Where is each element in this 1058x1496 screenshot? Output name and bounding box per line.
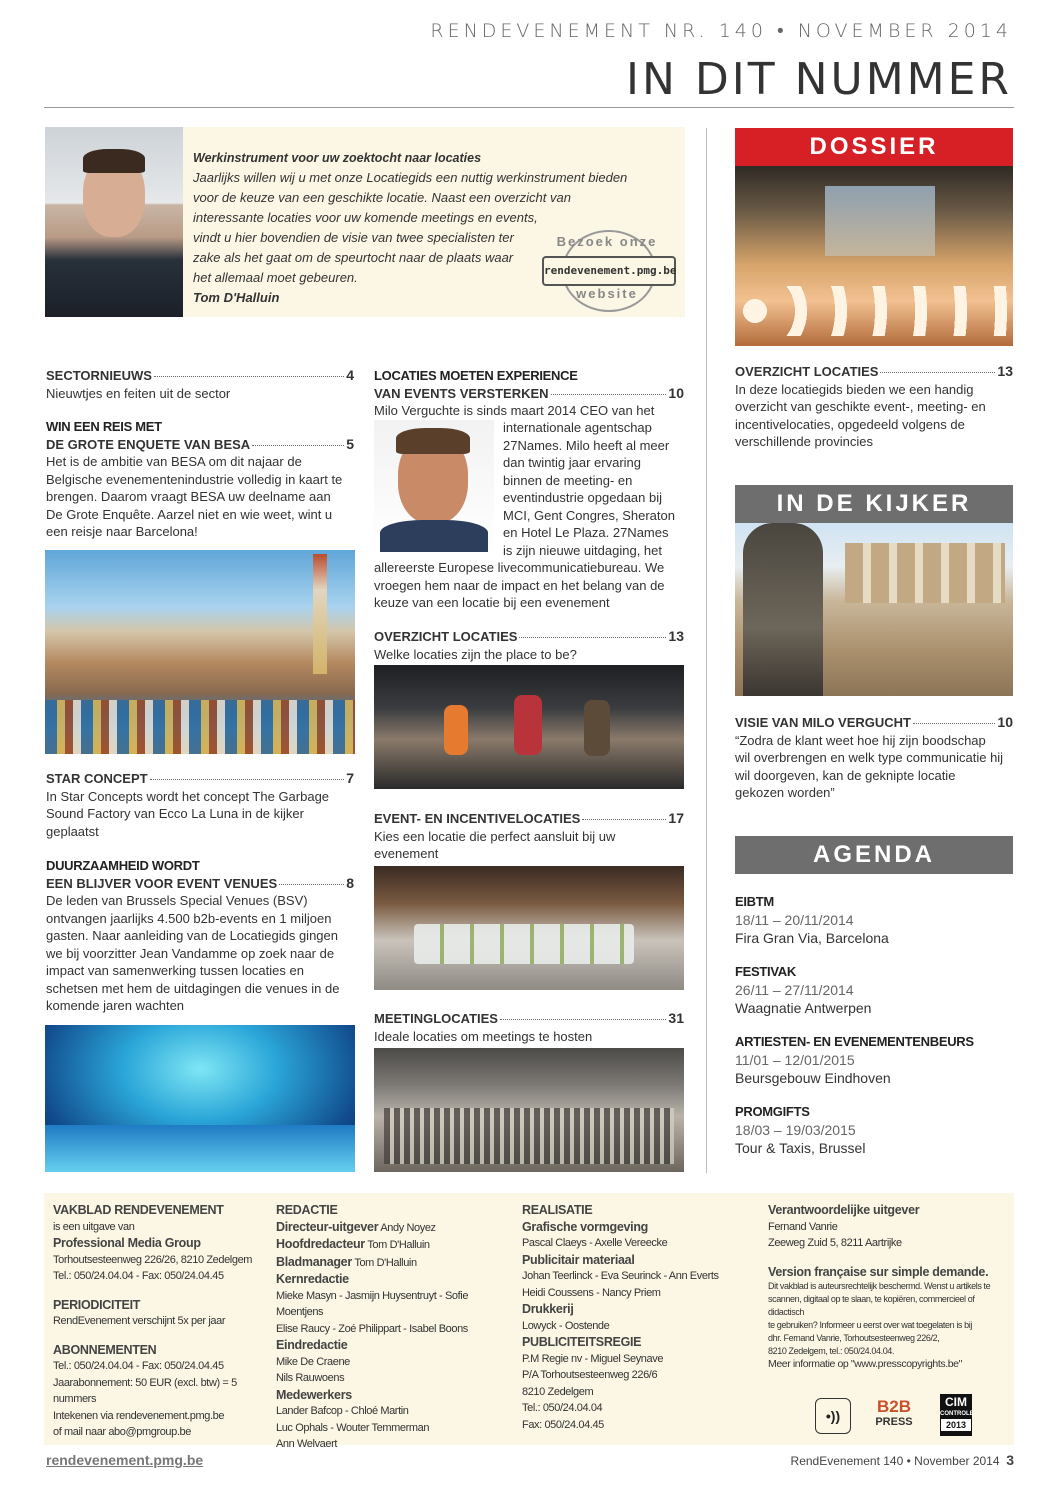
colophon-heading: REDACTIE [276,1203,338,1217]
colophon-role: Directeur-uitgever [276,1219,379,1234]
toc-line-text: keuze van een locatie bij een evenement [374,595,610,610]
toc-locaties-rest [374,559,684,612]
editorial-line: voor de keuze van een geschikte locatie. Naast een overzicht van [193,190,571,205]
stamp-url[interactable]: rendevenement.pmg.be [542,256,676,286]
colophon-heading: ABONNEMENTEN [53,1342,157,1357]
colophon-text: Meer informatie op "www.presscopyrights.be" [768,1358,962,1370]
agenda-item[interactable] [735,963,1013,1033]
toc-line-text: incentivelocaties, opgedeeld volgens de [735,416,965,432]
colophon-text: Johan Teerlinck - Eva Seurinck - Ann Everts [522,1270,719,1282]
agenda-date: 18/11 – 20/11/2014 [735,912,854,928]
shirt-shape [380,520,488,552]
toc-duurzaam[interactable] [46,857,354,1015]
toc-line-text: ontvangen jaarlijks 4.500 b2b-events en 1 miljoen [46,910,332,926]
toc-title: MEETINGLOCATIES [374,1011,498,1026]
page-title: IN DIT NUMMER [625,54,1012,105]
person-shape [584,700,610,756]
venue-blue-photo [45,1025,355,1172]
toc-page: 10 [668,384,684,401]
toc-line-text: “Zodra de klant weet hoe hij zijn boodschap [735,732,986,748]
agenda-date: 11/01 – 12/01/2015 [735,1052,855,1068]
toc-line-text: De leden van Brussels Special Venues (BSV) [46,893,308,908]
colophon-text: Tel.: 050/24.04.04 [522,1402,603,1414]
toc-line-text: verschillende provincies [735,434,874,449]
colophon-heading: Professional Media Group [53,1236,201,1250]
toc-line-text: internationale agentschap [503,420,652,435]
toc-page: 4 [346,367,354,383]
agenda-date: 18/03 – 19/03/2015 [735,1122,856,1138]
toc-star[interactable] [46,770,354,840]
colophon-text: 8210 Zedelgem, tel.: 050/24.04.04. [768,1346,895,1356]
colophon-col-4 [768,1202,1008,1371]
person-shape [444,705,468,755]
agenda-name: ARTIESTEN- EN EVENEMENTENBEURS [735,1034,974,1049]
agenda-name: EIBTM [735,894,774,909]
dossier-label: DOSSIER [735,128,1013,166]
b2b-press-logo [868,1398,920,1432]
toc-line-text: brengen. Daarom vraagt BESA uw deelname aan [46,489,331,504]
colophon-heading: VAKBLAD RENDEVENEMENT [53,1203,224,1217]
toc-title: DE GROTE ENQUETE VAN BESA [46,436,251,452]
colophon-text: Elise Raucy - Zoé Philippart - Isabel Boons [276,1322,468,1335]
colophon-col-3 [522,1202,757,1433]
toc-line-text: schetsen met hem de uitdagingen die venues in de [46,980,340,996]
agenda-name: PROMGIFTS [735,1104,810,1119]
colophon-role: Kernredactie [276,1272,349,1286]
agenda-item[interactable] [735,1103,1013,1173]
b2b-logo-text: B2B [876,1397,911,1416]
colophon-heading: PUBLICITEITSREGIE [522,1335,642,1349]
toc-page: 5 [346,435,354,452]
colophon-text: Pascal Claeys - Axelle Vereecke [522,1237,668,1249]
toc-sectornieuws[interactable] [46,367,354,402]
agenda-item[interactable] [735,893,1013,963]
editorial-line: interessante locaties voor uw komende meetings en events, [193,210,538,225]
colophon-text: Ann Welvaert [276,1438,338,1450]
editorial-line: zake als het gaat om de speurtocht naar de plaats waar [193,250,514,265]
issue-info: RendEvenement 140 • November 2014 [790,1454,1000,1468]
toc-line-text: Kies een locatie die perfect aansluit bij uw [374,828,616,844]
agenda-label: AGENDA [735,836,1013,874]
colophon-text: Mike De Craene [276,1355,350,1368]
audience-shape [384,1108,674,1164]
editorial-line: het allemaal moet gebeuren. [193,270,358,285]
colophon-text: Zeeweg Zuid 5, 8211 Aartrijke [768,1237,902,1249]
toc-locaties-wrap [503,419,685,559]
colophon-heading: Verantwoordelijke uitgever [768,1203,920,1217]
agenda-list [735,893,1013,1173]
toc-line-text: In Star Concepts wordt het concept The Garbage [46,788,330,804]
toc-page: 7 [346,770,354,786]
running-head: RENDEVENEMENT NR. 140 • NOVEMBER 2014 [430,20,1012,42]
colophon-text: RendEvenement verschijnt 5x per jaar [53,1315,226,1327]
colophon-text: Mieke Masyn - Jasmijn Huysentruyt - Sofie Moentjens [276,1289,469,1318]
colophon-text: Tom D'Halluin [351,1256,417,1269]
editor-portrait [45,127,183,317]
colonnade-shape [845,543,1005,603]
colophon-text: dhr. Fernand Vanrie, Torhoutsesteenweg 226/2, [768,1333,940,1343]
hair-shape [396,428,470,454]
toc-locaties[interactable] [374,367,684,420]
milo-portrait [374,420,494,552]
toc-line-text: binnen de meeting- en [503,472,633,488]
toc-line-text: geplaatst [46,823,99,839]
agenda-place: Beursgebouw Eindhoven [735,1070,891,1086]
cim-logo [940,1394,972,1436]
tables-shape [735,286,1013,336]
tower-shape [313,554,327,674]
colophon-text: te gebruiken? Informeer u eerst over wat toegelaten is bij [768,1320,972,1330]
colophon-role: Hoofdredacteur [276,1237,365,1251]
colophon-text: Tom D'Halluin [364,1239,430,1251]
networking-photo [374,665,684,789]
toc-line-text: wil doorgeven, kan de geknipte locatie [735,767,956,783]
copyright-logo-icon: •)) [815,1398,851,1434]
colophon-col-2 [276,1202,511,1453]
toc-line-text: evenement [374,846,439,861]
colophon-text: Andy Noyez [378,1221,436,1234]
agenda-name: FESTIVAK [735,964,796,979]
toc-line-text: is zijn nieuwe uitdaging, het [503,542,662,558]
toc-line-text: gekozen worden” [735,785,835,800]
colophon-text: Torhoutsesteenweg 226/26, 8210 Zedelgem [53,1253,253,1266]
toc-line-text: Belgische evenementenindustrie volledig in kaart te [46,471,343,487]
toc-title: SECTORNIEUWS [46,368,152,383]
toc-page: 17 [668,810,684,826]
toc-meeting[interactable] [374,1010,684,1045]
colophon-text: P.M Regie nv - Miguel Seynave [522,1352,664,1365]
toc-page: 31 [668,1010,684,1026]
colophon-text: Jaarabonnement: 50 EUR (excl. btw) = 5 nummers [53,1376,237,1405]
stamp-top-text: Bezoek onze [556,234,658,249]
toc-event[interactable] [374,810,684,863]
toc-line-text: Het is de ambitie van BESA om dit najaar de [46,454,302,469]
colophon-role: Publicitair materiaal [522,1252,635,1267]
cim-controle-text: CONTROLE [940,1411,974,1417]
page-footer [791,1452,1014,1468]
toc-line-text: dan twintig jaar ervaring [503,455,642,470]
toc-title: EEN BLIJVER VOOR EVENT VENUES [46,875,278,891]
dossier-photo [735,166,1013,346]
colophon-text: Tel.: 050/24.04.04 - Fax: 050/24.04.45 [53,1270,224,1282]
colophon-text: Heidi Coussens - Nancy Priem [522,1286,661,1299]
editorial-author: Tom D'Halluin [193,290,280,305]
toc-title: WIN EEN REIS MET [46,419,162,434]
colophon-heading: REALISATIE [522,1203,593,1217]
agenda-place: Waagnatie Antwerpen [735,1000,872,1016]
colophon-text: of mail naar abo@pmgroup.be [53,1426,191,1438]
colophon-text: Intekenen via rendevenement.pmg.be [53,1409,225,1422]
toc-dossier[interactable] [735,363,1013,451]
colophon-col-1 [53,1202,268,1441]
toc-title: OVERZICHT LOCATIES [374,629,518,644]
stamp-bottom-text: website [576,286,638,301]
website-link[interactable]: rendevenement.pmg.be [46,1452,204,1468]
toc-line-text: komende jaren wachten [46,998,185,1013]
colophon-text: is een uitgave van [53,1220,135,1233]
toc-line-text: In deze locatiegids bieden we een handig [735,381,974,397]
toc-line-text: Milo Verguchte is sinds maart 2014 CEO van het [374,403,655,418]
agenda-place: Tour & Taxis, Brussel [735,1140,866,1156]
toc-desc: Ideale locaties om meetings te hosten [374,1028,593,1044]
toc-line-text: een reisje naar Barcelona! [46,524,198,539]
agenda-item[interactable] [735,1033,1013,1103]
barcelona-photo [45,550,355,754]
colophon-text: Fernand Vanrie [768,1220,838,1233]
colophon-role: Bladmanager [276,1254,352,1269]
statue-shape [743,523,823,696]
catering-photo [374,866,684,990]
editorial-heading: Werkinstrument voor uw zoektocht naar locaties [193,151,482,165]
editorial-line: vindt u hier bovendien de visie van twee specialisten ter [193,230,514,245]
toc-title: STAR CONCEPT [46,771,148,786]
floor-shape [45,1125,355,1172]
mosaic-bench [45,700,355,754]
colophon-text: Luc Ophals - Wouter Temmerman [276,1421,430,1434]
agenda-date: 26/11 – 27/11/2014 [735,982,854,998]
colophon-text: Nils Rauwoens [276,1372,345,1384]
website-stamp[interactable] [538,230,676,310]
toc-line-text: impact van samenwerking tussen locaties en [46,963,304,978]
toc-line-text: gasten. Naar aanleiding van de Locatiegids gingen [46,928,338,943]
toc-line-text: allereerste Europese livecommunicatiebureau. We [374,560,665,575]
toc-line-text: overzicht van geschikte event-, meeting- en [735,399,986,414]
colophon-heading: PERIODICITEIT [53,1297,141,1312]
toc-line-text: eventindustrie opgedaan bij [503,490,663,505]
toc-line-text: De Grote Enquête. Aarzel niet en wie weet, wint u [46,506,333,522]
window-shape [825,186,935,256]
toc-title: EVENT- EN INCENTIVELOCATIES [374,811,581,826]
page-number: 3 [1006,1452,1014,1468]
toc-title: VISIE VAN MILO VERGUCHT [735,715,911,730]
colophon-role: Drukkerij [522,1302,574,1316]
colophon-role: Eindredactie [276,1338,348,1352]
toc-page: 8 [346,874,354,891]
toc-line-text: MCI, Gent Congres, Sheraton [503,507,675,523]
toc-desc: Welke locaties zijn the place to be? [374,646,577,662]
toc-desc: Nieuwtjes en feiten uit de sector [46,385,231,401]
toc-line-text: we bij voorzitter Jean Vandamme op zoek naar de [46,945,335,961]
toc-title: LOCATIES MOETEN EXPERIENCE [374,368,578,383]
toc-page: 10 [997,714,1013,730]
colophon-role: Medewerkers [276,1387,352,1402]
toc-line-text: 27Names. Milo heeft al meer [503,437,670,453]
toc-title: VAN EVENTS VERSTERKEN [374,385,549,401]
toc-overzicht[interactable] [374,628,684,663]
colophon-text: Tel.: 050/24.04.04 - Fax: 050/24.04.45 [53,1360,224,1372]
cim-year-text: 2013 [941,1419,971,1431]
toc-title: DUURZAAMHEID WORDT [46,858,200,873]
toc-line-text: Sound Factory van Ecco La Luna in de kijker [46,806,304,821]
header-rule [44,107,1014,108]
person-shape [514,695,542,755]
colophon-text: Lander Bafcop - Chloé Martin [276,1405,409,1417]
colophon-text: 8210 Zedelgem [522,1385,594,1398]
kijker-label: IN DE KIJKER [735,485,1013,523]
toc-line-text: vroegen hem naar de impact en het belang van de [374,577,665,593]
toc-line-text: en Hotel Le Plaza. 27Names [503,525,669,540]
meeting-room-photo [374,1048,684,1172]
colophon-text: P/A Torhoutsesteenweg 226/6 [522,1369,658,1381]
cim-logo-text: CIM [945,1395,967,1409]
colophon-text: Lowyck - Oostende [522,1319,610,1332]
agenda-place: Fira Gran Via, Barcelona [735,930,889,946]
toc-line-text: wil overbrengen en welk type communicatie hij [735,750,1004,765]
toc-page: 13 [997,363,1013,379]
editorial-line: Jaarlijks willen wij u met onze Locatiegids een nuttig werkinstrument bieden [193,170,628,185]
toc-page: 13 [668,628,684,644]
colophon-text: Fax: 050/24.04.45 [522,1418,604,1431]
press-logo-text: PRESS [875,1416,913,1428]
colophon-role: Grafische vormgeving [522,1219,648,1234]
colophon-text: scannen, digitaal op te slaan, te kopiëren, commercieel of didactisch [768,1294,975,1317]
glasses-shape [414,924,634,964]
toc-kijker[interactable] [735,714,1013,802]
colophon-heading: Version française sur simple demande. [768,1264,989,1279]
column-divider [706,128,707,1173]
colophon-text: Dit vakblad is auteursrechtelijk beschermd. Wenst u artikels te [768,1281,991,1291]
toc-winreis[interactable] [46,418,354,541]
toc-title: OVERZICHT LOCATIES [735,364,879,379]
kijker-photo [735,523,1013,696]
